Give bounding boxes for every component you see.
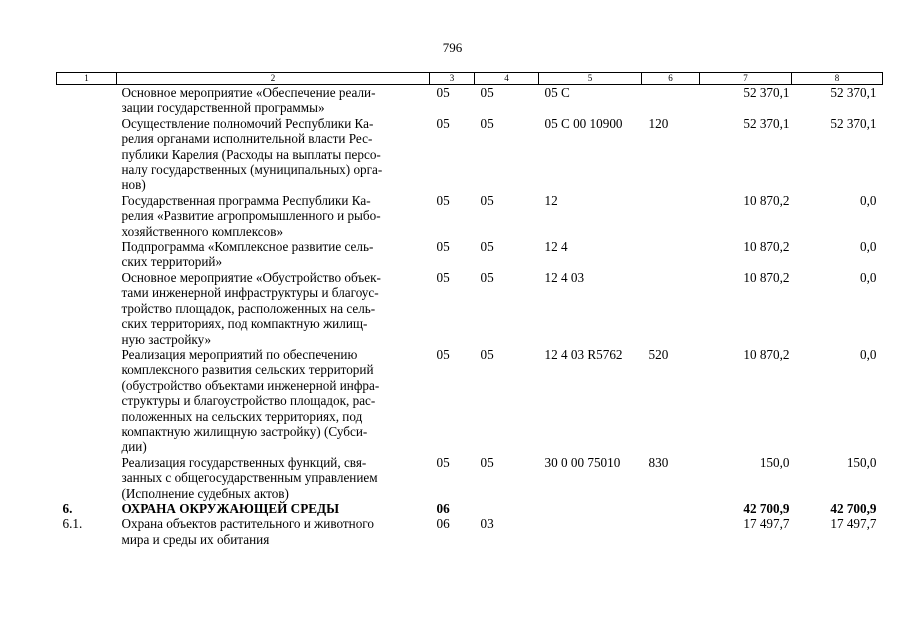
row-description: Реализация мероприятий по обеспечению комплексного развития сельских территорий (обустройство объектами инженерной инфра- структуры и благоустройство площадок, рас- положенных на сельских территориях, под компактную жилищную застройку) (Субси- дии) — [121, 346, 380, 455]
row-description: Основное мероприятие «Обеспечение реали- зации государственной программы» — [121, 85, 376, 116]
row-expense-type — [642, 501, 700, 516]
row-target-article: 05 С 00 10900 — [544, 115, 623, 131]
row-target-article: 12 4 03 R5762 — [544, 346, 623, 362]
row-expense-type — [642, 85, 700, 116]
row-section-code: 05 — [436, 269, 450, 285]
row-expense-type — [642, 516, 700, 547]
row-number — [57, 193, 117, 239]
header-row — [57, 73, 883, 85]
row-subsection-code — [475, 501, 539, 516]
header-col-5: 5 — [539, 73, 642, 85]
table-body — [57, 85, 883, 548]
row-description: Осуществление полномочий Республики Ка- релия органами исполнительной власти Рес- публики Карелия (Расходы на выплаты персо- налу государственных (муниципальных) орга- нов) — [121, 115, 383, 193]
budget-table — [56, 72, 883, 547]
row-target-article — [539, 501, 642, 516]
row-expense-type — [642, 270, 700, 347]
row-subsection-code: 03 — [480, 516, 494, 532]
row-section-code: 05 — [436, 346, 450, 362]
row-amount-col7: 10 870,2 — [743, 192, 790, 208]
table-row — [57, 193, 883, 239]
row-amount-col8: 0,0 — [860, 192, 877, 208]
row-section-code: 06 — [436, 516, 450, 532]
row-amount-col7: 52 370,1 — [743, 85, 790, 100]
row-amount-col7: 42 700,9 — [743, 500, 790, 516]
row-section-code: 05 — [436, 115, 450, 131]
table-row — [57, 455, 883, 501]
row-amount-col7: 17 497,7 — [743, 516, 790, 532]
page-number: 796 — [442, 40, 463, 55]
row-target-article: 12 4 03 — [544, 269, 585, 285]
row-target-article: 12 4 — [544, 239, 568, 255]
row-amount-col7: 10 870,2 — [743, 346, 790, 362]
row-amount-col8: 52 370,1 — [830, 115, 877, 131]
row-amount-col8: 0,0 — [860, 269, 877, 285]
header-col-8: 8 — [792, 73, 883, 85]
row-subsection-code: 05 — [480, 454, 494, 470]
row-amount-col8: 17 497,7 — [830, 516, 877, 532]
row-description: Охрана объектов растительного и животного мира и среды их обитания — [121, 516, 374, 547]
row-target-article — [539, 516, 642, 547]
row-section-code: 05 — [436, 85, 450, 100]
row-subsection-code: 05 — [480, 346, 494, 362]
table-row — [57, 270, 883, 347]
row-description: Основное мероприятие «Обустройство объек- тами инженерной инфраструктуры и благоус- тройство площадок, расположенных на сель- ских территориях, под компактную жилищ- ную застройку» — [121, 269, 381, 347]
table-header — [57, 73, 883, 85]
row-amount-col7: 150,0 — [759, 454, 790, 470]
row-number — [57, 116, 117, 193]
header-col-3: 3 — [430, 73, 475, 85]
row-subsection-code: 05 — [480, 239, 494, 255]
table-row — [57, 239, 883, 270]
row-section-code: 05 — [436, 192, 450, 208]
row-number — [57, 455, 117, 501]
row-description: Государственная программа Республики Ка- релия «Развитие агропромышленного и рыбо- хозяйственного комплексов» — [121, 192, 381, 239]
row-number — [57, 85, 117, 116]
table-row — [57, 501, 883, 516]
row-section-code: 06 — [436, 500, 450, 516]
row-target-article: 30 0 00 75010 — [544, 454, 621, 470]
row-number — [57, 347, 117, 455]
header-col-6: 6 — [642, 73, 700, 85]
row-expense-type: 520 — [648, 346, 669, 362]
row-amount-col8: 150,0 — [846, 454, 877, 470]
row-amount-col8: 0,0 — [860, 239, 877, 255]
table-row — [57, 347, 883, 455]
row-target-article: 05 С — [544, 85, 570, 100]
table-row — [57, 516, 883, 547]
row-expense-type — [642, 239, 700, 270]
row-description: ОХРАНА ОКРУЖАЮЩЕЙ СРЕДЫ — [121, 500, 340, 516]
row-subsection-code: 05 — [480, 269, 494, 285]
row-subsection-code: 05 — [480, 115, 494, 131]
header-col-7: 7 — [700, 73, 792, 85]
row-amount-col8: 42 700,9 — [830, 500, 877, 516]
row-section-code: 05 — [436, 239, 450, 255]
row-number: 6. — [62, 500, 73, 516]
row-amount-col7: 52 370,1 — [743, 115, 790, 131]
row-expense-type — [642, 193, 700, 239]
row-expense-type: 120 — [648, 115, 669, 131]
row-amount-col8: 52 370,1 — [830, 85, 877, 100]
row-number — [57, 270, 117, 347]
table-row — [57, 85, 883, 116]
row-description: Подпрограмма «Комплексное развитие сель- ских территорий» — [121, 239, 374, 270]
row-number: 6.1. — [62, 516, 83, 532]
row-description: Реализация государственных функций, свя- занных с общегосударственным управлением (Исполнение судебных актов) — [121, 454, 378, 501]
row-amount-col7: 10 870,2 — [743, 239, 790, 255]
row-expense-type: 830 — [648, 454, 669, 470]
header-col-1: 1 — [57, 73, 117, 85]
header-col-4: 4 — [475, 73, 539, 85]
header-col-2: 2 — [117, 73, 430, 85]
row-amount-col8: 0,0 — [860, 346, 877, 362]
row-target-article: 12 — [544, 192, 558, 208]
row-number — [57, 239, 117, 270]
row-section-code: 05 — [436, 454, 450, 470]
row-amount-col7: 10 870,2 — [743, 269, 790, 285]
row-subsection-code: 05 — [480, 192, 494, 208]
row-subsection-code: 05 — [480, 85, 494, 100]
table-row — [57, 116, 883, 193]
